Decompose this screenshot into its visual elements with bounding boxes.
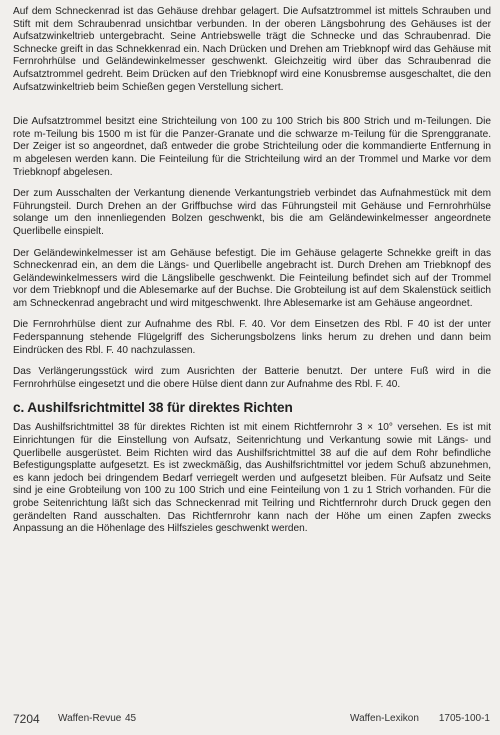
lexikon-title: Waffen-Lexikon [350,713,419,724]
paragraph-aufsatztrommel: Die Aufsatztrommel besitzt eine Strichteilung von 100 zu 100 Strich bis 800 Strich und m-Teilungen. Die rote m-Teilung bis 1500 m ist für die Panzer-Granate und die schwarze m-Teilung für die Sprenggranate. Der Zeiger ist so angeordnet, daß entweder die grobe Strichteilung oder die kommandierte Entfernung in m abgelesen werden kann. Die Feinteilung für die Strichteilung wird an der Trommel und Marke vor dem Triebknopf abgelesen. [13,116,491,178]
document-body [13,6,491,545]
paragraph-verkantungstrieb: Der zum Ausschalten der Verkantung dienende Verkantungstrieb verbindet das Aufnahmestück mit dem Führungsteil. Durch Drehen an der Griffbuchse wird das Führungsteil mit Gehäuse und Fernrohrhülse solange um den innenliegenden Bolzen geschwenkt, bis die am Geländewinkelmesser angeordnete Querlibelle einspielt. [13,188,491,237]
page-footer [13,713,490,729]
section-heading: c. Aushilfsrichtmittel 38 für direktes Richten [13,400,293,416]
revue-number: 45 [125,713,137,724]
revue-title: Waffen-Revue [58,713,122,724]
paragraph-gelaendewinkelmesser: Der Geländewinkelmesser ist am Gehäuse befestigt. Die im Gehäuse gelagerte Schnekke greift in das Schneckenrad ein, an dem die Längs- und Querlibelle angebracht ist. Durch Drehen am Triebknopf des Geländewinkelmessers wird die Längslibelle geschwenkt. Die Feinteilung befindet sich auf der Trommel vor dem Triebknopf und die Ablesemarke auf der Buchse. Die Grobteilung ist auf dem Skalenstück seitlich am Schneckenrad angebracht und wird mitgeschwenkt. Ihre Ablesemarke ist am Gehäuse angeordnet. [13,247,491,309]
paragraph-fernrohrhuelse: Die Fernrohrhülse dient zur Aufnahme des Rbl. F. 40. Vor dem Einsetzen des Rbl. F 40 ist der unter Federspannung stehende Flügelgriff des Sicherungsbolzens links herum zu drehen und dann beim Eindrücken des Rbl. F. 40 nachzulassen. [13,319,491,356]
paragraph-gehaeuse: Auf dem Schneckenrad ist das Gehäuse drehbar gelagert. Die Aufsatztrommel ist mittels Schrauben und Stift mit dem Schraubenrad unsichtbar verbunden. In der oberen Längsbohrung des Gehäuses ist der Aufsatzwinkeltrieb untergebracht. Seine Antriebswelle trägt die Schnecke und das Schraubenrad. Die Schnecke greift in das Schnekkenrad ein. Nach Drücken und Drehen am Triebknopf wird das Gehäuse mit Fernrohrhülse und Geländewinkelmesser geschwenkt. Gleichzeitig wird über das Schraubenrad die Aufsatztrommel gedreht. Beim Drücken auf den Triebknopf wird eine Konusbremse ausgeschaltet, die den Aufsatzwinkeltrieb beim Schießen gegen Verstellung sichert. [13,6,491,93]
paragraph-verlaengerungsstueck: Das Verlängerungsstück wird zum Ausrichten der Batterie benutzt. Der untere Fuß wird in die Fernrohrhülse eingesetzt und die obere Hülse dient dann zur Aufnahme des Rbl. F. 40. [13,366,491,390]
spacer [13,104,491,116]
lexikon-code: 1705-100-1 [438,713,490,724]
paragraph-aushilfsrichtmittel: Das Aushilfsrichtmittel 38 für direktes Richten ist mit einem Richtfernrohr 3 × 10° versehen. Es ist mit Einrichtungen für die Einstellung von Aufsatz, Seitenrichtung und Verkantung sowie mit Längs- und Querlibelle ausgerüstet. Beim Richten wird das Aushilfsrichtmittel 38 auf die auf dem Rohr befindliche Befestigungsplatte aufgesetzt. Es ist zweckmäßig, das Aushilfsrichtmittel vor jedem Schuß abzunehmen, es kann jedoch bei dringendem Bedarf verriegelt werden und aufgesetzt bleiben. Für Aufsatz und Seite sind je eine Grobteilung von 100 zu 100 Strich und eine Feinteilung von 1 zu 1 Strich vorhanden. Für die grobe Seitenrichtung läßt sich das Schneckenrad mit Teilring und Richtfernrohr durch Druck gegen den gerändelten Rand ausschalten. Das Richtfernrohr kann nach der Höhe um einen Zapfen zwecks Anpassung an die Höhenlage des Hilfszieles geschwenkt werden. [13,422,491,535]
page-number: 7204 [13,712,40,726]
